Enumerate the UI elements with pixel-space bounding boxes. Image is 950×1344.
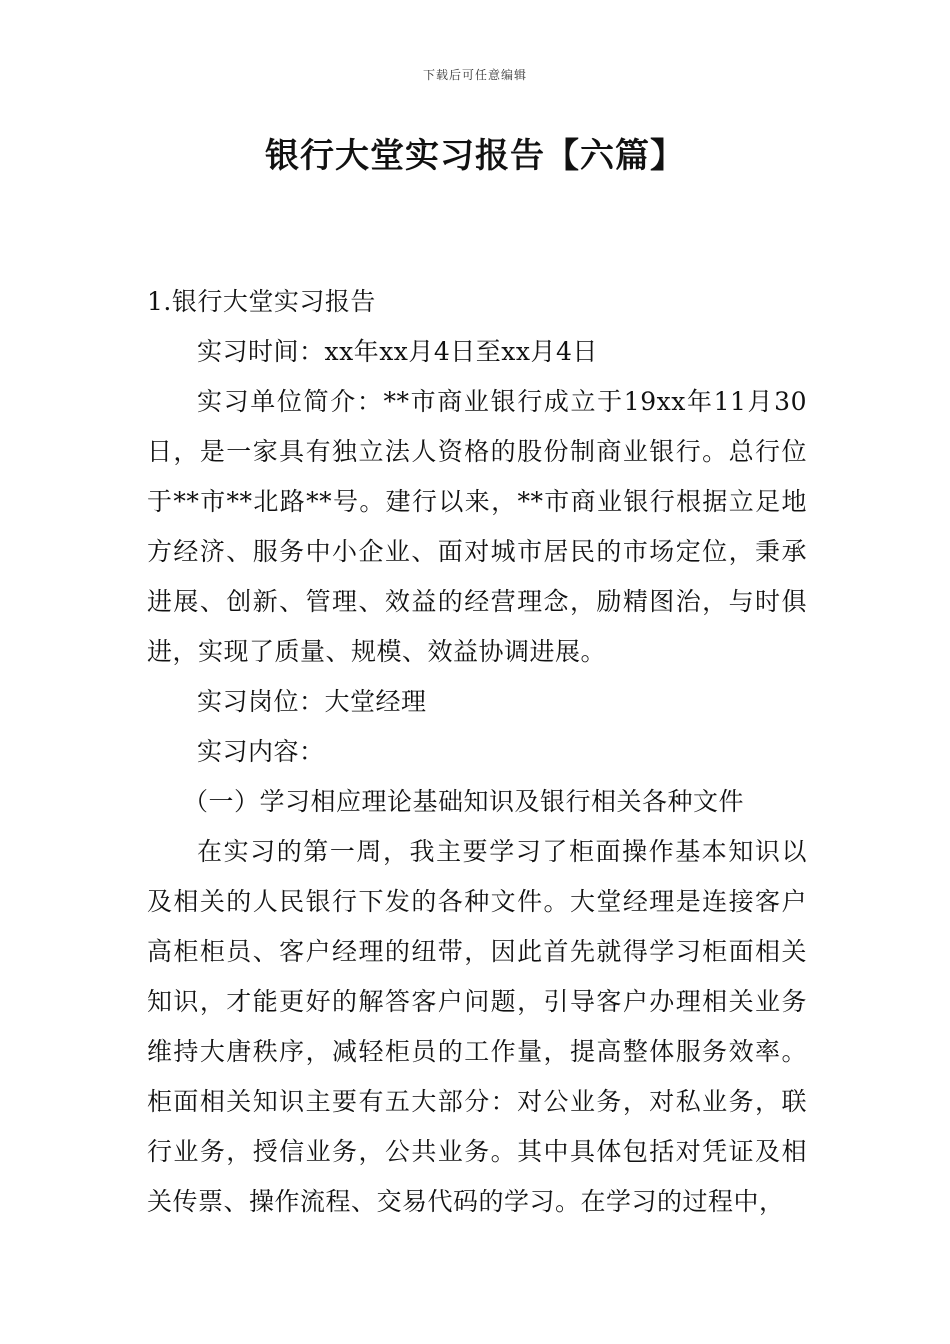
paragraph-internship-time: 实习时间：xx年xx月4日至xx月4日 bbox=[197, 337, 598, 366]
document-body bbox=[147, 277, 807, 1227]
subsection-heading: （一）学习相应理论基础知识及银行相关各种文件 bbox=[183, 787, 745, 816]
document-title: 银行大堂实习报告【六篇】 bbox=[265, 136, 685, 176]
header-note: 下载后可任意编辑 bbox=[422, 68, 527, 82]
paragraph-position: 实习岗位：大堂经理 bbox=[197, 687, 427, 716]
paragraph-unit-intro: 实习单位简介：**市商业银行成立于19xx年11月30日，是一家具有独立法人资格的股份制商业银行。总行位于**市**北路**号。建行以来，**市商业银行根据立足地方经济、服务中小企业、面对城市居民的市场定位，秉承进展、创新、管理、效益的经营理念，励精图治，与时俱进，实现了质量、规模、效益协调进展。 bbox=[147, 387, 807, 666]
paragraph-content-label: 实习内容： bbox=[197, 737, 325, 766]
paragraph-first-week: 在实习的第一周，我主要学习了柜面操作基本知识以及相关的人民银行下发的各种文件。大堂经理是连接客户高柜柜员、客户经理的纽带，因此首先就得学习柜面相关知识，才能更好的解答客户问题，引导客户办理相关业务维持大唐秩序，减轻柜员的工作量，提高整体服务效率。柜面相关知识主要有五大部分：对公业务，对私业务，联行业务，授信业务，公共业务。其中具体包括对凭证及相关传票、操作流程、交易代码的学习。在学习的过程中， bbox=[147, 837, 807, 1216]
section-heading: 1.银行大堂实习报告 bbox=[147, 287, 376, 316]
